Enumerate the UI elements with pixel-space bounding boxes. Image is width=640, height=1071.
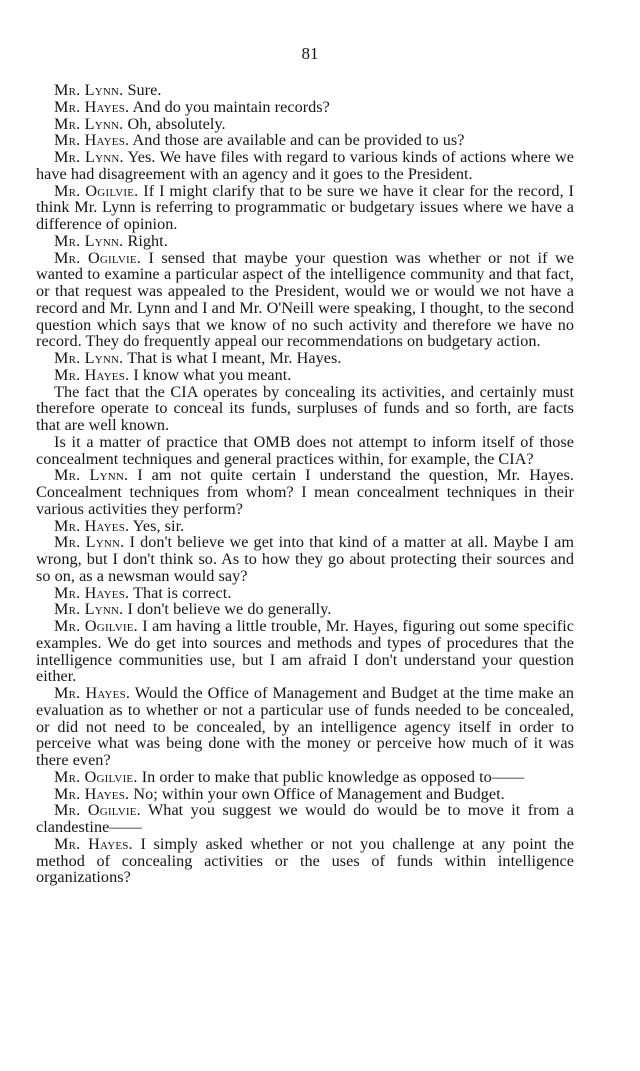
paragraph bbox=[36, 467, 574, 517]
speaker-name: Mr. Hayes. bbox=[54, 834, 133, 853]
paragraph bbox=[36, 802, 574, 836]
paragraph-text: I don't believe we do generally. bbox=[123, 600, 332, 619]
speaker-name: Mr. Hayes. bbox=[54, 131, 130, 150]
paragraph-text: Yes. We have files with regard to various kinds of actions where we have had disagreement with an agency and it goes to the President. bbox=[36, 148, 574, 183]
speaker-name: Mr. Ogilvie. bbox=[54, 617, 138, 635]
speaker-name: Mr. Hayes. bbox=[54, 784, 130, 803]
paragraph bbox=[36, 434, 574, 468]
paragraph bbox=[36, 250, 574, 351]
document-page bbox=[36, 44, 574, 886]
paragraph bbox=[36, 82, 574, 99]
paragraph-text: Right. bbox=[123, 231, 168, 250]
speaker-name: Mr. Ogilvie. bbox=[54, 767, 138, 786]
speaker-name: Mr. Hayes. bbox=[54, 684, 131, 702]
paragraph bbox=[36, 367, 574, 384]
paragraph bbox=[36, 836, 574, 886]
paragraph-text: That is what I meant, Mr. Hayes. bbox=[123, 349, 342, 367]
paragraph-text: Yes, sir. bbox=[129, 516, 185, 535]
speaker-name: Mr. Ogilvie. bbox=[54, 248, 141, 267]
paragraph bbox=[36, 534, 574, 584]
paragraph-text: No; within your own Office of Management and Budget. bbox=[129, 784, 505, 803]
speaker-name: Mr. Lynn. bbox=[54, 600, 124, 619]
paragraph-text: I am having a little trouble, Mr. Hayes, figuring out some specific examples. We do get into sources and methods and types of procedures that the intelligence communities use, but I am afraid I don't understand your question either. bbox=[36, 617, 574, 686]
paragraph bbox=[36, 585, 574, 602]
speaker-name: Mr. Lynn. bbox=[54, 148, 124, 166]
paragraph bbox=[36, 685, 574, 769]
paragraph-text: I don't believe we get into that kind of a matter at all. Maybe I am wrong, but I don't think so. As to how they go about protecting their sources and so on, as a newsman would say? bbox=[36, 533, 575, 585]
paragraph bbox=[36, 233, 574, 250]
paragraph-text: Would the Office of Management and Budget at the time make an evaluation as to whether or not a particular use of funds needed to be concealed, or did not need to be concealed, by an intelligence agency itself in order to perceive what was being done with the money or perceive how much of it was there even? bbox=[36, 684, 574, 769]
paragraph bbox=[36, 149, 574, 183]
speaker-name: Mr. Hayes. bbox=[54, 365, 130, 384]
paragraph bbox=[36, 769, 574, 786]
paragraph-text: The fact that the CIA operates by concealing its activities, and certainly must therefore operate to conceal its funds, surpluses of funds and so forth, are facts that are well known. bbox=[36, 382, 574, 434]
paragraph bbox=[36, 116, 574, 133]
paragraph-text: What you suggest we would do would be to move it from a clandestine—— bbox=[36, 801, 574, 836]
paragraph-text: In order to make that public knowledge as opposed to—— bbox=[137, 767, 525, 786]
paragraph-text: Sure. bbox=[123, 81, 162, 99]
paragraph-text: And do you maintain records? bbox=[129, 97, 330, 116]
speaker-name: Mr. Lynn. bbox=[54, 349, 124, 367]
paragraph-text: I am not quite certain I understand the question, Mr. Hayes. Concealment techniques from whom? I mean concealment techniques in their various activities they perform? bbox=[36, 466, 574, 518]
paragraph-text: I simply asked whether or not you challenge at any point the method of concealing activities or the uses of funds within intelligence organizations? bbox=[36, 834, 575, 887]
paragraph bbox=[36, 132, 574, 149]
speaker-name: Mr. Hayes. bbox=[54, 97, 130, 116]
paragraph-text: If I might clarify that to be sure we have it clear for the record, I think Mr. Lynn is referring to programmatic or budgetary issues where we have a difference of opinion. bbox=[36, 181, 574, 233]
speaker-name: Mr. Lynn. bbox=[54, 231, 124, 250]
paragraph bbox=[36, 518, 574, 535]
paragraph bbox=[36, 183, 574, 233]
speaker-name: Mr. Hayes. bbox=[54, 516, 130, 535]
paragraph bbox=[36, 601, 574, 618]
paragraph bbox=[36, 786, 574, 803]
paragraph-text: I sensed that maybe your question was whether or not if we wanted to examine a particular aspect of the intelligence community and that fact, or that request was appealed to the President, would we or would we not have a record and Mr. Lynn and I and Mr. O'Neill were speaking, I thought, to the second question which says that we know of no such activity and therefore we have no record. They do frequently appeal our recommendations on budgetary action. bbox=[36, 248, 574, 351]
paragraph bbox=[36, 618, 574, 685]
speaker-name: Mr. Lynn. bbox=[54, 81, 124, 99]
paragraph-text: Oh, absolutely. bbox=[123, 114, 226, 133]
paragraph bbox=[36, 350, 574, 367]
page-number: 81 bbox=[301, 44, 319, 63]
paragraph bbox=[36, 384, 574, 434]
paragraph bbox=[36, 99, 574, 116]
speaker-name: Mr. Lynn. bbox=[54, 114, 124, 133]
speaker-name: Mr. Ogilvie. bbox=[54, 801, 141, 820]
speaker-name: Mr. Hayes. bbox=[54, 583, 130, 602]
speaker-name: Mr. Lynn. bbox=[54, 466, 129, 485]
paragraph-text: Is it a matter of practice that OMB does not attempt to inform itself of those concealment techniques and general practices within, for example, the CIA? bbox=[36, 432, 574, 468]
speaker-name: Mr. Ogilvie. bbox=[54, 181, 139, 200]
paragraph-text: I know what you meant. bbox=[129, 365, 292, 384]
paragraph-text: That is correct. bbox=[129, 583, 232, 602]
speaker-name: Mr. Lynn. bbox=[54, 533, 125, 552]
paragraph-text: And those are available and can be provided to us? bbox=[129, 131, 465, 150]
transcript-body bbox=[36, 82, 574, 886]
